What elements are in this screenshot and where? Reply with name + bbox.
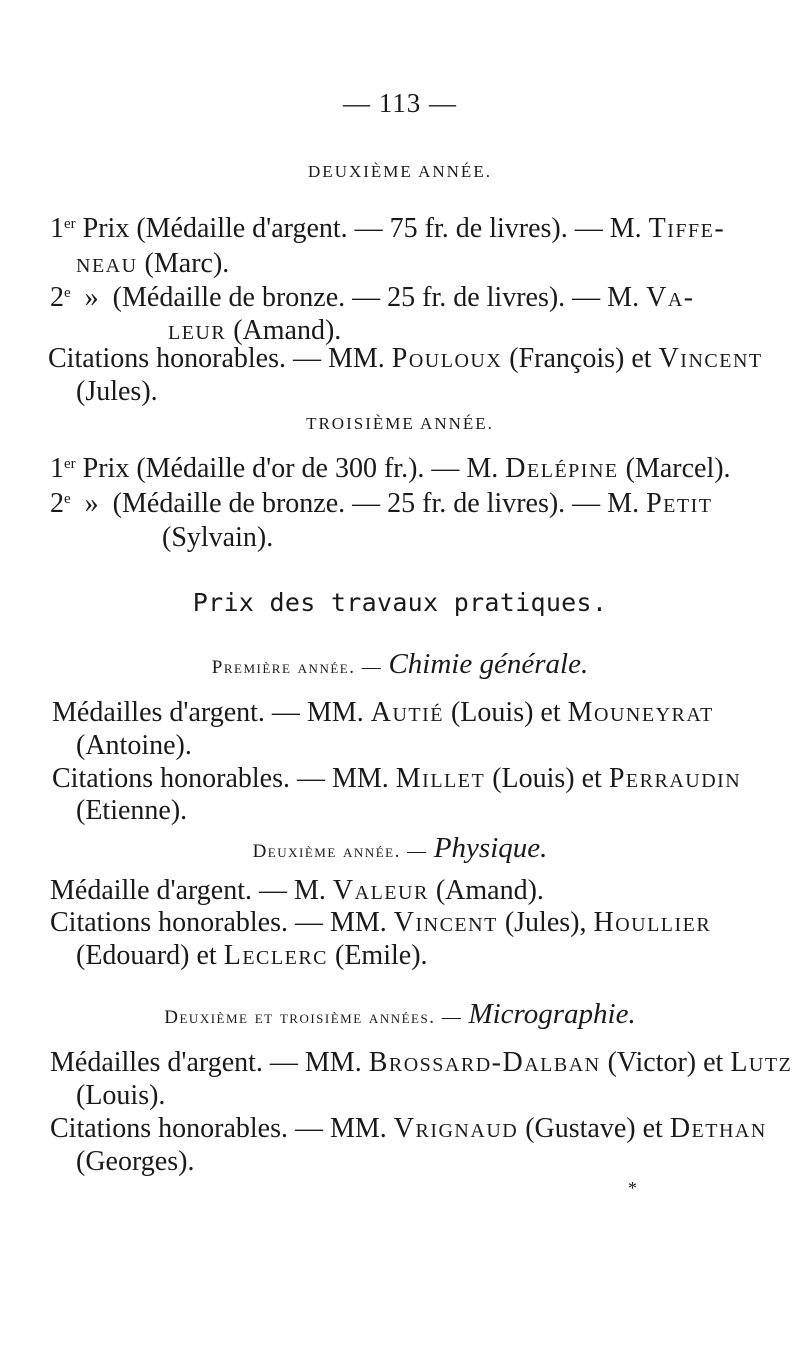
entry-text: » (Médaille de bronze. — 25 fr. de livres). — M. xyxy=(70,488,647,519)
laureate-name: Va- xyxy=(646,282,695,313)
entry-line: (Sylvain). xyxy=(162,522,274,553)
laureate-name: Leclerc xyxy=(223,940,328,971)
entry-text: (Marcel). xyxy=(618,453,731,484)
entry-text: (Jules), xyxy=(497,907,594,938)
entry-text: (Emile). xyxy=(328,940,428,971)
entry-line xyxy=(76,940,428,972)
entry-line xyxy=(50,213,725,245)
laureate-name: neau xyxy=(76,248,138,279)
entry-line: (Antoine). xyxy=(76,730,192,761)
page-number: — 113 — xyxy=(343,88,457,118)
heading-subject: Chimie générale. xyxy=(388,648,589,680)
entry-line xyxy=(50,453,731,485)
entry-text: (Marc). xyxy=(137,248,230,279)
laureate-name: Vincent xyxy=(658,343,763,374)
entry-text: Médailles d'argent. — MM. xyxy=(52,697,371,728)
entry-line xyxy=(50,1113,767,1145)
entry-line xyxy=(50,488,712,520)
heading-prefix: Deuxième année. — xyxy=(252,841,434,862)
section-heading-troisieme-annee: TROISIÈME ANNÉE. xyxy=(306,414,494,433)
entry-text: Médailles d'argent. — MM. xyxy=(50,1047,369,1078)
prize-number: 2 xyxy=(50,282,64,313)
entry-text: (Amand). xyxy=(428,875,544,906)
entry-text: (François) et xyxy=(502,343,659,374)
laureate-name: Pouloux xyxy=(391,343,503,374)
section-title: Prix des travaux pratiques. xyxy=(192,588,608,617)
laureate-name: Perraudin xyxy=(608,763,742,794)
entry-line xyxy=(50,875,544,907)
entry-text: (Louis) et xyxy=(485,763,609,794)
ordinal-suffix: e xyxy=(64,285,71,301)
entry-text: Citations honorables. — MM. xyxy=(50,907,394,938)
entry-line xyxy=(76,248,229,280)
entry-text: (Victor) et xyxy=(600,1047,731,1078)
heading-subject: Micrographie. xyxy=(468,998,636,1030)
entry-line xyxy=(52,697,714,729)
laureate-name: Lutz xyxy=(730,1047,793,1078)
entry-line: (Georges). xyxy=(76,1146,195,1177)
laureate-name: Delépine xyxy=(505,453,619,484)
ordinal-suffix: e xyxy=(64,491,71,507)
section-heading-micrographie xyxy=(0,998,800,1031)
entry-line xyxy=(50,1047,792,1079)
entry-line xyxy=(52,763,741,795)
laureate-name: Autié xyxy=(370,697,444,728)
laureate-name: Tiffe- xyxy=(648,213,726,244)
laureate-name: Houllier xyxy=(593,907,712,938)
entry-text: (Amand). xyxy=(226,315,342,346)
prize-number: 1 xyxy=(50,213,64,244)
entry-text: (Gustave) et xyxy=(518,1113,670,1144)
entry-text: Prix (Médaille d'argent. — 75 fr. de livres). — M. xyxy=(75,213,649,244)
laureate-name: Vrignaud xyxy=(393,1113,519,1144)
laureate-name: Vincent xyxy=(393,907,498,938)
entry-line: (Louis). xyxy=(76,1080,166,1111)
entry-text: Citations honorables. — MM. xyxy=(52,763,396,794)
laureate-name: Dethan xyxy=(669,1113,767,1144)
entry-text: Citations honorables. — MM. xyxy=(48,343,392,374)
laureate-name: Brossard-Dalban xyxy=(368,1047,601,1078)
prize-number: 1 xyxy=(50,453,64,484)
entry-text: (Edouard) et xyxy=(76,940,224,971)
footer-asterisk: * xyxy=(628,1178,637,1198)
entry-text: Citations honorables. — MM. xyxy=(50,1113,394,1144)
entry-text: » (Médaille de bronze. — 25 fr. de livres). — M. xyxy=(70,282,647,313)
entry-line xyxy=(50,907,711,939)
heading-subject: Physique. xyxy=(433,832,548,864)
prize-number: 2 xyxy=(50,488,64,519)
laureate-name: Mouneyrat xyxy=(567,697,714,728)
heading-prefix: Deuxième et troisième années. — xyxy=(164,1007,469,1028)
ordinal-suffix: er xyxy=(64,216,76,232)
entry-line: (Etienne). xyxy=(76,795,188,826)
laureate-name: Valeur xyxy=(332,875,429,906)
laureate-name: Petit xyxy=(646,488,713,519)
heading-prefix: Première année. — xyxy=(211,657,389,678)
entry-text: Prix (Médaille d'or de 300 fr.). — M. xyxy=(75,453,506,484)
entry-line xyxy=(48,343,763,375)
section-heading-deuxieme-annee: DEUXIÈME ANNÉE. xyxy=(308,162,492,181)
section-heading-chimie xyxy=(0,648,800,681)
entry-text: Médaille d'argent. — M. xyxy=(50,875,333,906)
laureate-name: leur xyxy=(168,315,227,346)
ordinal-suffix: er xyxy=(64,456,76,472)
entry-line xyxy=(50,282,695,314)
section-heading-physique xyxy=(0,832,800,865)
entry-text: (Louis) et xyxy=(443,697,568,728)
entry-line: (Jules). xyxy=(76,376,158,407)
laureate-name: Millet xyxy=(395,763,486,794)
